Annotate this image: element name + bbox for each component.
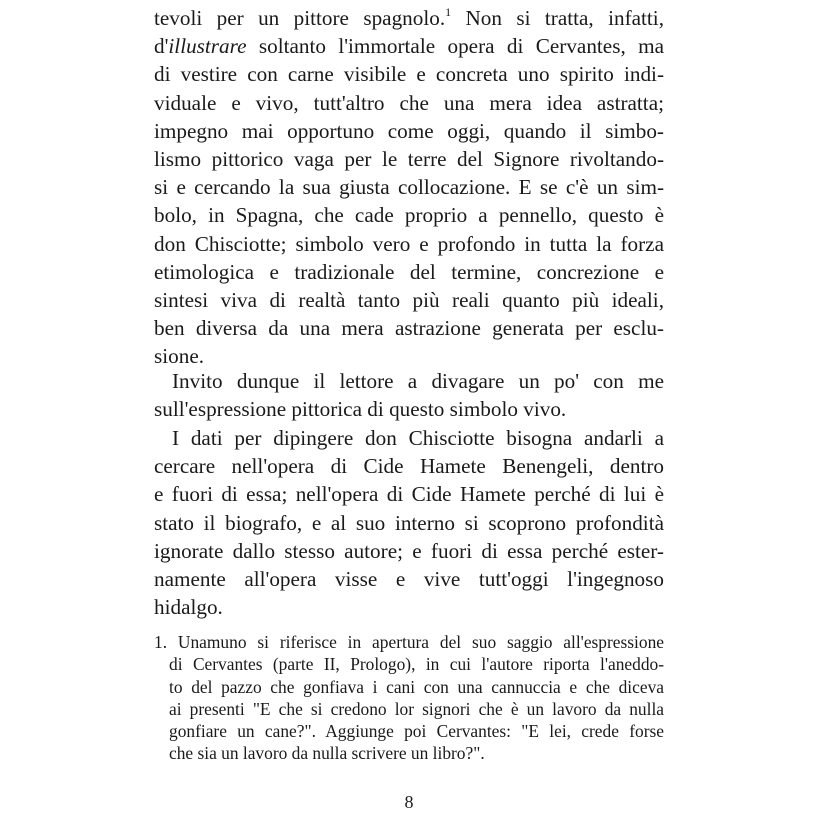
text-line: I dati per dipingere don Chisciotte bisogna andarli a [172,426,664,450]
text-fragment: d' [154,34,169,59]
text-line: cercare nell'opera di Cide Hamete Benengeli, dentro [154,454,664,479]
text-fragment: Non si tratta, infatti, [451,6,664,30]
text-line: lismo pittorico vaga per le terre del Signore rivoltando- [154,146,664,171]
paragraph-3 [154,424,664,621]
text-line [154,32,664,60]
text-line: Invito dunque il lettore a divagare un po' con me [172,369,664,393]
paragraph-1 [154,4,664,370]
text-fragment: soltanto l'immortale opera di Cervantes, ma [246,34,664,59]
footnote-line: ai presenti "E che si credono lor signori che è un lavoro da nulla [169,698,664,719]
italic-word: illustrare [168,34,247,59]
footnote-line [154,631,664,653]
text-line: sione. [154,344,205,369]
text-fragment: tevoli per un pittore spagnolo. [154,6,446,30]
text-line: stato il biografo, e al suo interno si scoprono profondità [154,510,664,535]
text-line: hidalgo. [154,595,223,620]
text-line: sull'espressione pittorica di questo simbolo vivo. [154,397,567,422]
text-line: sintesi viva di realtà tanto più reali quanto più ideali, [154,287,664,312]
footnote-line: di Cervantes (parte II, Prologo), in cui l'autore riporta l'aneddo- [169,654,664,675]
text-line: impegno mai opportuno come oggi, quando il simbo- [154,118,664,143]
text-line: si e cercando la sua giusta collocazione. E se c'è un sim- [154,175,664,200]
text-line: ignorate dallo stesso autore; e fuori di essa perché ester- [154,538,664,563]
page-number: 8 [404,792,414,812]
footnote-line: gonfiare un cane?". Aggiunge poi Cervantes: "E lei, crede forse [169,721,664,742]
footnote-number: 1. [154,632,168,652]
text-line: bolo, in Spagna, che cade proprio a pennello, questo è [154,203,664,228]
footnote-line: che sia un lavoro da nulla scrivere un libro?". [169,743,485,764]
text-line: namente all'opera visse e vive tutt'oggi l'ingegnoso [154,566,664,591]
text-line: don Chisciotte; simbolo vero e profondo in tutta la forza [154,231,664,256]
book-page [154,0,664,817]
text-line: ben diversa da una mera astrazione generata per esclu- [154,316,664,341]
text-line [154,4,664,32]
paragraph-2 [154,367,664,423]
footnote-line: to del pazzo che gonfiava i cani con una cannuccia e che diceva [169,676,664,697]
text-line: e fuori di essa; nell'opera di Cide Hamete perché di lui è [154,482,664,507]
footnote-reference: 1 [445,5,452,19]
footnote-text: Unamuno si riferisce in apertura del suo saggio all'espressione [177,632,664,652]
text-line: etimologica e tradizionale del termine, concrezione e [154,259,664,284]
text-line: viduale e vivo, tutt'altro che una mera idea astratta; [154,90,664,115]
text-line: di vestire con carne visibile e concreta uno spirito indi- [154,62,664,87]
footnote [154,631,664,765]
